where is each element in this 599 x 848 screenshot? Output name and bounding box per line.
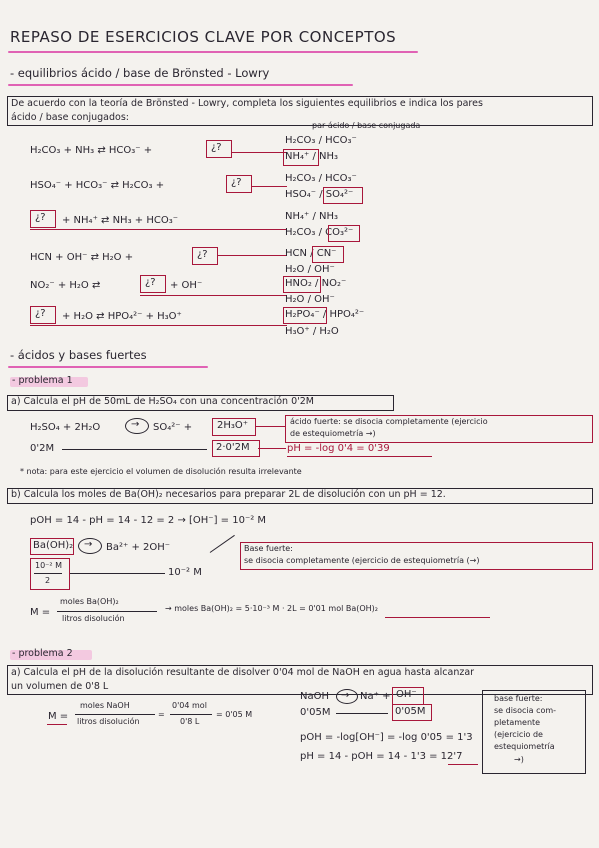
eq1-left: H₂CO₃ + NH₃ ⇄ HCO₃⁻ + [30, 145, 153, 156]
p1b-m-fracline [57, 611, 157, 612]
p1b-conc-fracline [34, 573, 62, 574]
p1a-question: a) Calcula el pH de 50mL de H₂SO₄ con una concentración 0'2M [11, 396, 314, 407]
p1-footnote: * nota: para este ejercicio el volumen de disolución resulta irrelevante [20, 467, 302, 476]
eq6-connector [30, 325, 287, 326]
p1b-conc-line [70, 573, 165, 574]
p1b-question: b) Calcula los moles de Ba(OH)₂ necesarios para preparar 2L de disolución con un pH = 12. [11, 489, 446, 500]
eq6-pair-highlight [283, 307, 327, 324]
eq6-pair2: H₃O⁺ / H₂O [285, 326, 339, 337]
eq4-left: HCN + OH⁻ ⇄ H₂O + [30, 252, 134, 263]
p2-conc-box-text: 0'05M [395, 706, 426, 717]
p2-eq-arrow: → [341, 690, 350, 701]
p2-eq-right: Na⁺ + [360, 691, 391, 702]
p1a-conc-left: 0'2M [30, 443, 55, 454]
eq2-box-text: ¿? [231, 177, 242, 188]
p1a-ph-connector [258, 448, 286, 449]
p2-ph: pH = 14 - pOH = 14 - 1'3 = 12'7 [300, 751, 463, 762]
p2-m-den: litros disolución [77, 717, 140, 726]
eq4-box-text: ¿? [197, 249, 208, 260]
section1-underline [8, 84, 353, 86]
p2-note-line1: base fuerte: [494, 694, 543, 703]
eq6-pair1: H₂PO₄⁻ / HPO₄²⁻ [285, 309, 365, 320]
p1b-m-label: M = [30, 607, 51, 618]
eq3-pair2: H₂CO₃ / CO₃²⁻ [285, 227, 354, 238]
p2-m-val-fracline [170, 714, 212, 715]
eq1-pair1: H₂CO₃ / HCO₃⁻ [285, 135, 357, 146]
p2-note-line3: pletamente [494, 718, 541, 727]
p1a-conc-line [62, 449, 207, 450]
p2a-question-line2: un volumen de 0'8 L [11, 681, 109, 692]
p1a-eq-right: SO₄²⁻ + [153, 422, 193, 433]
eq5-pair1: HNO₂ / NO₂⁻ [285, 278, 347, 289]
p1b-note-line2: se disocia completamente (ejercicio de estequiometría (→) [244, 556, 480, 565]
p1b-conc-right: 10⁻² M [168, 567, 202, 578]
section1-prompt-line1: De acuerdo con la teoría de Brönsted - Lowry, completa los siguientes equilibrios e indica los pares [11, 98, 483, 109]
p1a-note-line1: ácido fuerte: se disocia completamente (ejercicio [290, 417, 488, 426]
p1a-ph-underline [287, 456, 432, 457]
eq2-pair1: H₂CO₃ / HCO₃⁻ [285, 173, 357, 184]
p1a-arrow: → [131, 419, 140, 430]
p1a-eq-left: H₂SO₄ + 2H₂O [30, 422, 101, 433]
eq1-box-text: ¿? [211, 142, 222, 153]
p1b-eq-box-text: Ba(OH)₂ [33, 540, 74, 551]
eq3-box-text: ¿? [35, 212, 46, 223]
p2-m-label: M = [48, 711, 69, 722]
p1b-m-result: → moles Ba(OH)₂ = 5·10⁻³ M · 2L = 0'01 mol Ba(OH)₂ [165, 604, 378, 613]
eq5-pair-highlight [283, 276, 321, 293]
p2-note-line4: (ejercicio de [494, 730, 543, 739]
section1-heading: - equilibrios ácido / base de Brönsted - Lowry [10, 66, 270, 80]
eq5-left: NO₂⁻ + H₂O ⇄ [30, 280, 101, 291]
p2-m-fracline [75, 714, 155, 715]
p2-poh: pOH = -log[OH⁻] = -log 0'05 = 1'3 [300, 732, 473, 743]
eq6-box-text: ¿? [35, 308, 46, 319]
eq1-connector [231, 152, 287, 153]
p2-note-line2: se disocia com- [494, 706, 557, 715]
eq5-connector [140, 295, 287, 296]
p1b-poh: pOH = 14 - pH = 14 - 12 = 2 → [OH⁻] = 10⁻² M [30, 515, 267, 526]
p1a-ph: pH = -log 0'4 = 0'39 [287, 443, 390, 454]
section1-prompt-line2: ácido / base conjugados: [11, 112, 129, 123]
p1a-box-text: 2H₃O⁺ [217, 420, 249, 431]
p2-eq-left: NaOH [300, 691, 329, 702]
p1b-m-den: litros disolución [62, 614, 125, 623]
eq3-connector [30, 229, 287, 230]
problem2-label: - problema 2 [12, 648, 73, 659]
p1b-eq-right: Ba²⁺ + 2OH⁻ [106, 542, 171, 553]
eq5-pair2: H₂O / OH⁻ [285, 294, 335, 305]
p1b-bracket-arrow [210, 535, 235, 553]
eq3-pair-highlight [328, 225, 360, 242]
p1a-conc-box-text: 2·0'2M [216, 442, 250, 453]
p1a-note-connector [255, 426, 285, 427]
p2a-question-line1: a) Calcula el pH de la disolución resultante de disolver 0'04 mol de NaOH en agua hasta alcanzar [11, 667, 475, 678]
section2-underline [8, 366, 208, 368]
title-underline [8, 51, 418, 53]
eq4-pair2: H₂O / OH⁻ [285, 264, 335, 275]
p2-conc-left: 0'05M [300, 707, 331, 718]
eq4-pair1: HCN / CN⁻ [285, 248, 337, 259]
p1b-m-num: moles Ba(OH)₂ [60, 597, 119, 606]
eq2-pair-highlight [323, 187, 363, 204]
p1a-note-line2: de estequiometría →) [290, 429, 376, 438]
eq5-box-text: ¿? [145, 277, 156, 288]
p2-m-label-underline [47, 724, 67, 725]
p2-m-val-num: 0'04 mol [172, 701, 207, 710]
eq3-pair1: NH₄⁺ / NH₃ [285, 211, 339, 222]
p1b-note-line1: Base fuerte: [244, 544, 293, 553]
eq2-left: HSO₄⁻ + HCO₃⁻ ⇄ H₂CO₃ + [30, 180, 165, 191]
p1b-result-underline [385, 617, 490, 618]
p2-m-result: = 0'05 M [216, 710, 253, 719]
eq4-connector [217, 255, 287, 256]
p2-m-num: moles NaOH [80, 701, 130, 710]
p1b-conc-den: 2 [45, 576, 51, 585]
pairs-header: par ácido / base conjugada [312, 121, 421, 130]
section2-heading: - ácidos y bases fuertes [10, 348, 147, 362]
eq1-pair-highlight [283, 149, 319, 166]
eq3-left: + NH₄⁺ ⇄ NH₃ + HCO₃⁻ [62, 215, 178, 226]
p2-eq-box-text: OH⁻ [396, 689, 417, 700]
p2-note-line6: →) [514, 755, 524, 764]
eq1-pair2: NH₄⁺ / NH₃ [285, 151, 339, 162]
eq2-pair2: HSO₄⁻ / SO₄²⁻ [285, 189, 354, 200]
p2-m-eq: = [158, 710, 165, 719]
p1b-arrow: → [84, 539, 93, 550]
p2-conc-line [336, 713, 388, 714]
p2-note-line5: estequiometría [494, 742, 555, 751]
eq2-connector [251, 186, 287, 187]
page-title: REPASO DE ESERCICIOS CLAVE POR CONCEPTOS [10, 28, 397, 46]
eq5-right: + OH⁻ [170, 280, 203, 291]
eq4-pair-highlight [312, 246, 344, 263]
problem1-label: - problema 1 [12, 375, 73, 386]
p1b-conc-num: 10⁻² M [35, 561, 63, 570]
p2-ph-underline [448, 764, 478, 765]
p2-m-val-den: 0'8 L [180, 717, 200, 726]
eq6-left: + H₂O ⇄ HPO₄²⁻ + H₃O⁺ [62, 311, 182, 322]
